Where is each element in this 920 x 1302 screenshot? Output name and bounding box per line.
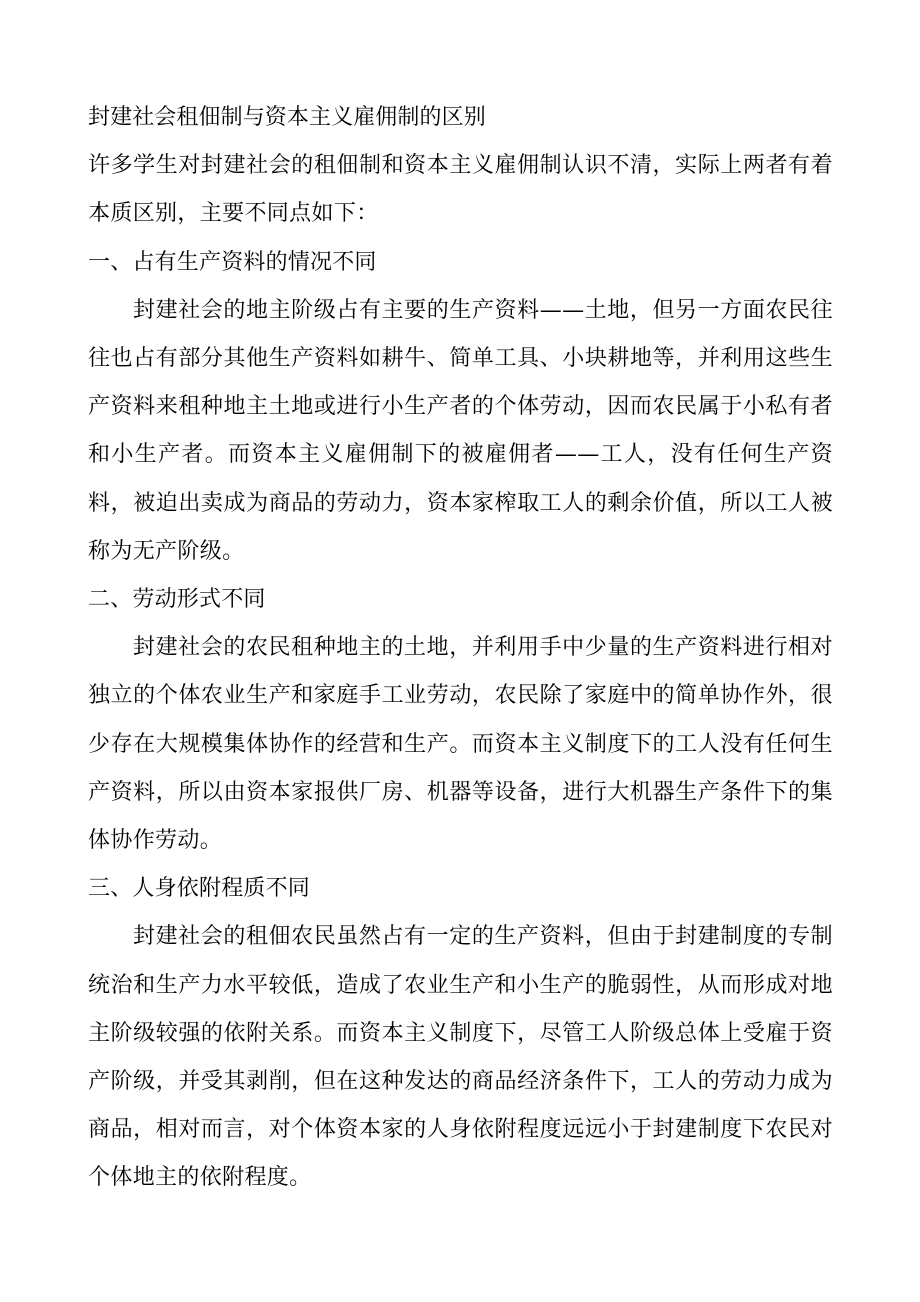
section-body-1: 封建社会的地主阶级占有主要的生产资料——土地，但另一方面农民往往也占有部分其他生产资料如耕牛、简单工具、小块耕地等，并利用这些生产资料来租种地主土地或进行小生产者的个体劳动，因而农民属于小私有者和小生产者。而资本主义雇佣制下的被雇佣者——工人，没有任何生产资料，被迫出卖成为商品的劳动力，资本家榨取工人的剩余价值，所以工人被称为无产阶级。: [88, 297, 833, 564]
document-title: 封建社会租佃制与资本主义雇佣制的区别: [88, 105, 486, 130]
document-page: [88, 94, 833, 1203]
section-heading-1: 一、占有生产资料的情况不同: [88, 249, 377, 275]
section-heading-2: 二、劳动形式不同: [88, 587, 266, 613]
section-heading-3: 三、人身依附程质不同: [88, 876, 311, 902]
section-body-3: 封建社会的租佃农民虽然占有一定的生产资料，但由于封建制度的专制统治和生产力水平较低，造成了农业生产和小生产的脆弱性，从而形成对地主阶级较强的依附关系。而资本主义制度下，尽管工人阶级总体上受雇于资产阶级，并受其剥削，但在这种发达的商品经济条件下，工人的劳动力成为商品，相对而言，对个体资本家的人身依附程度远远小于封建制度下农民对个体地主的依附程度。: [88, 924, 833, 1191]
intro-paragraph: 许多学生对封建社会的租佃制和资本主义雇佣制认识不清，实际上两者有着本质区别，主要不同点如下：: [88, 153, 833, 227]
section-body-2: 封建社会的农民租种地主的土地，并利用手中少量的生产资料进行相对独立的个体农业生产和家庭手工业劳动，农民除了家庭中的简单协作外，很少存在大规模集体协作的经营和生产。而资本主义制度下的工人没有任何生产资料，所以由资本家报供厂房、机器等设备，进行大机器生产条件下的集体协作劳动。: [88, 635, 833, 854]
